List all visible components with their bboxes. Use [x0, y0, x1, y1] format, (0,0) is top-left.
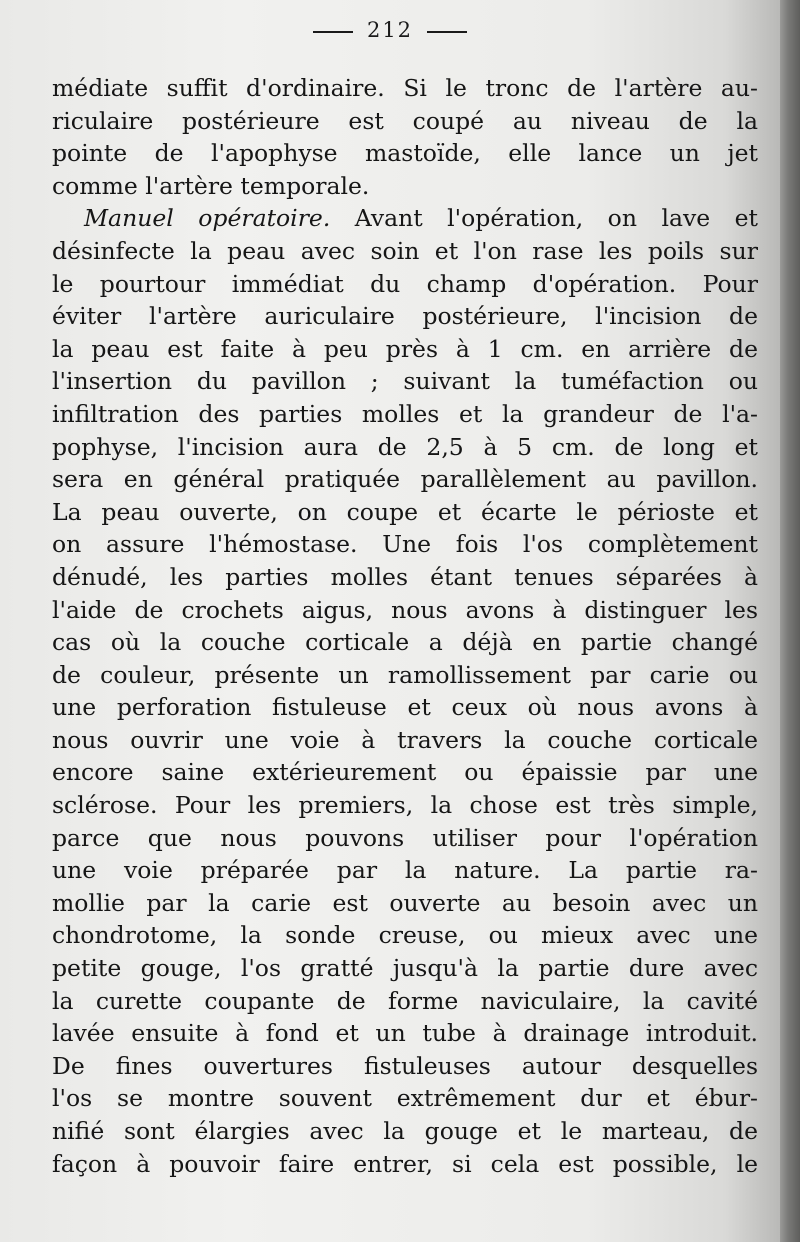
line-text: sera en général pratiquée parallèlement au pavillon.: [52, 465, 758, 494]
line-text: La peau ouverte, on coupe et écarte le périoste et: [52, 497, 758, 526]
text-line: [52, 463, 758, 496]
line-text: façon à pouvoir faire entrer, si cela est possible, le: [52, 1149, 758, 1178]
line-text: une voie préparée par la nature. La partie ra-: [52, 856, 758, 885]
text-line: [52, 985, 758, 1018]
text-line: [52, 300, 758, 333]
page-header: [0, 18, 780, 42]
line-text: l'insertion du pavillon ; suivant la tuméfaction ou: [52, 367, 758, 396]
text-line: [52, 528, 758, 561]
line-text: médiate suffit d'ordinaire. Si le tronc de l'artère au-: [52, 74, 758, 102]
text-line: [52, 724, 758, 757]
text-line: [52, 854, 758, 887]
line-text: la peau est faite à peu près à 1 cm. en arrière de: [52, 334, 758, 363]
line-text: cas où la couche corticale a déjà en partie changé: [52, 628, 758, 657]
line-text: pointe de l'apophyse mastoïde, elle lance un jet: [52, 139, 758, 168]
header-dash-left: [313, 31, 353, 33]
line-text: lavée ensuite à fond et un tube à drainage introduit.: [52, 1019, 758, 1048]
text-line: [52, 561, 758, 594]
line-text: pophyse, l'incision aura de 2,5 à 5 cm. de long et: [52, 432, 758, 461]
text-line: [52, 789, 758, 822]
header-dash-right: [427, 31, 467, 33]
line-text: Avant l'opération, on lave et: [330, 204, 758, 233]
line-text: comme l'artère temporale.: [52, 171, 370, 200]
line-text: riculaire postérieure est coupé au niveau de la: [52, 106, 758, 135]
line-text: mollie par la carie est ouverte au besoin avec un: [52, 888, 758, 917]
line-text: l'aide de crochets aigus, nous avons à distinguer les: [52, 595, 758, 624]
line-text: désinfecte la peau avec soin et l'on rase les poils sur: [52, 236, 758, 265]
line-text: encore saine extérieurement ou épaissie par une: [52, 758, 758, 787]
text-line: [52, 72, 758, 105]
text-line: [52, 202, 758, 235]
line-text: petite gouge, l'os gratté jusqu'à la partie dure avec: [52, 954, 758, 983]
text-line: [52, 105, 758, 138]
text-line: [52, 235, 758, 268]
page-number: 212: [366, 18, 414, 42]
text-line: [52, 626, 758, 659]
line-text: sclérose. Pour les premiers, la chose est très simple,: [52, 791, 758, 820]
line-text: l'os se montre souvent extrêmement dur et ébur-: [52, 1084, 758, 1113]
line-text: parce que nous pouvons utiliser pour l'opération: [52, 823, 758, 852]
line-text: on assure l'hémostase. Une fois l'os complètement: [52, 530, 758, 559]
text-line: [52, 887, 758, 920]
text-line: [52, 1148, 758, 1181]
text-line: [52, 691, 758, 724]
text-line: [52, 594, 758, 627]
line-text: de couleur, présente un ramollissement par carie ou: [52, 660, 758, 689]
line-text: éviter l'artère auriculaire postérieure, l'incision de: [52, 302, 758, 331]
text-line: [52, 756, 758, 789]
text-line: [52, 822, 758, 855]
line-text: le pourtour immédiat du champ d'opération. Pour: [52, 269, 758, 298]
text-line: [52, 496, 758, 529]
text-line: [52, 365, 758, 398]
line-text: dénudé, les parties molles étant tenues séparées à: [52, 562, 758, 591]
text-line: [52, 431, 758, 464]
text-line: [52, 659, 758, 692]
line-text: la curette coupante de forme naviculaire, la cavité: [52, 986, 758, 1015]
text-line: [52, 398, 758, 431]
text-line: [52, 268, 758, 301]
line-text: infiltration des parties molles et la grandeur de l'a-: [52, 399, 758, 428]
line-text: nifié sont élargies avec la gouge et le marteau, de: [52, 1117, 758, 1145]
text-line: [52, 170, 758, 203]
line-text: une perforation fistuleuse et ceux où nous avons à: [52, 693, 758, 722]
text-line: [52, 919, 758, 952]
text-line: [52, 137, 758, 170]
text-line: [52, 952, 758, 985]
text-line: [52, 1017, 758, 1050]
section-heading-italic: Manuel opératoire.: [84, 204, 331, 233]
line-text: De fines ouvertures fistuleuses autour desquelles: [52, 1051, 758, 1080]
line-text: chondrotome, la sonde creuse, ou mieux avec une: [52, 921, 758, 950]
body-text: [52, 72, 758, 1180]
text-line: [52, 1115, 758, 1148]
line-text: nous ouvrir une voie à travers la couche corticale: [52, 725, 758, 754]
text-line: [52, 1050, 758, 1083]
text-line: [52, 333, 758, 366]
text-line: [52, 1082, 758, 1115]
page-edge-shadow: [780, 0, 800, 1242]
